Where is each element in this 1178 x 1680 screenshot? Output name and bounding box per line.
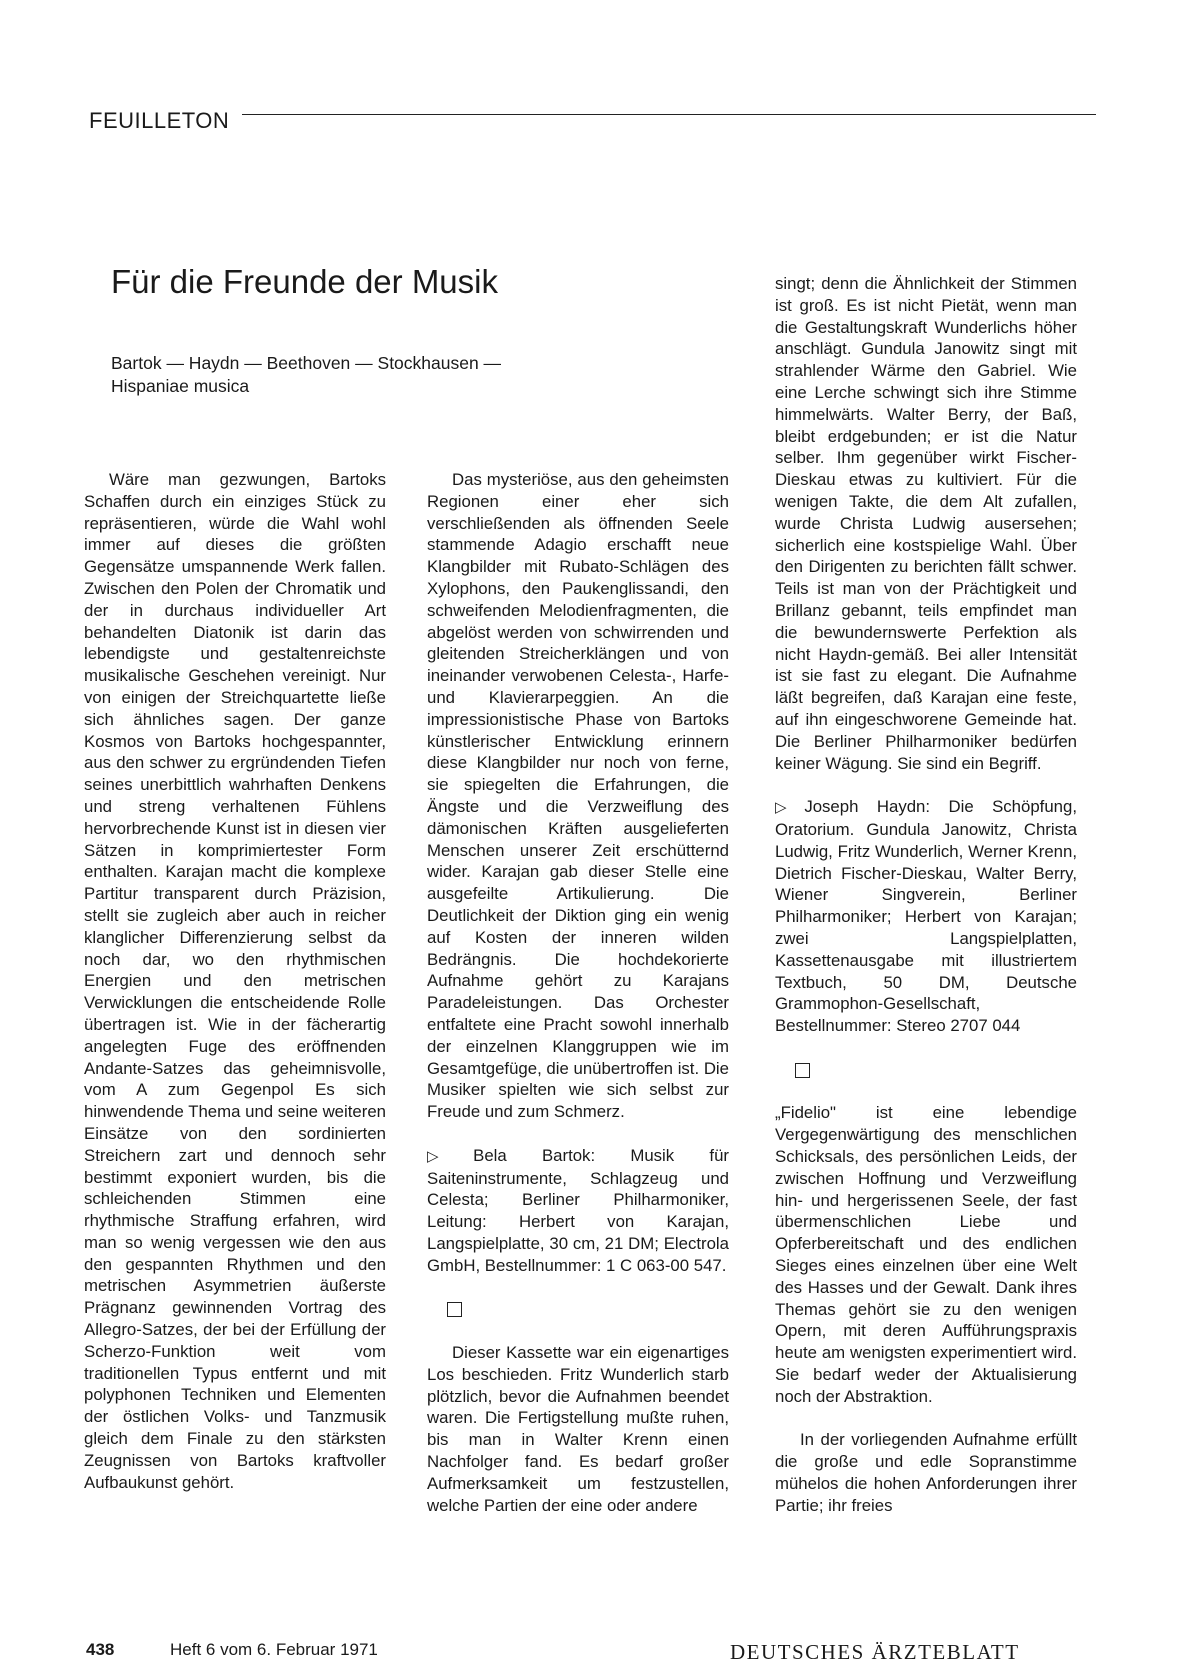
text-column-2 [427, 469, 729, 1516]
paragraph: singt; denn die Ähnlichkeit der Stimmen ist groß. Es ist nicht Pietät, wenn man die Gestaltungskraft Wunderlichs höher anschlägt. Gundula Janowitz singt mit strahlender Wärme den Gabriel. Wie eine Lerche schwingt sich ihre Stimme himmelwärts. Walter Berry, der Baß, bleibt erdgebunden; er ist die Natur selber. Ihm gegenüber wirkt Fischer-Dieskau etwas zu kultiviert. Für die wenigen Takte, die dem Alt zufallen, wurde Christa Ludwig ausersehen; sicherlich eine kostspielige Wahl. Über den Dirigenten zu berichten fällt schwer. Teils ist man von der Prächtigkeit und Brillanz gebannt, teils empfindet man die bewundernswerte Perfektion als nicht Haydn-gemäß. Bei aller Intensität ist sie fast zu elegant. Die Aufnahme läßt begreifen, daß Karajan eine feste, auf ihn eingeschworene Gemeinde hat. Die Berliner Philharmoniker bedürfen keiner Wägung. Sie sind ein Begriff. [775, 274, 1077, 773]
article-subtitle: Bartok — Haydn — Beethoven — Stockhausen — Hispaniae musica [111, 353, 502, 396]
record-reference [427, 1145, 729, 1277]
square-separator-icon [795, 1063, 810, 1078]
page-number: 438 [86, 1640, 115, 1659]
issue-info: Heft 6 vom 6. Februar 1971 [170, 1640, 378, 1659]
text-column-3 [775, 273, 1077, 1517]
section-separator [795, 1059, 1077, 1081]
article-title: Für die Freunde der Musik [111, 263, 498, 300]
record-reference [775, 796, 1077, 1037]
paragraph: Wäre man gezwungen, Bartoks Schaffen durch ein einziges Stück zu repräsentieren, würde die Wahl wohl immer auf dieses die größten Gegensätze umspannende Werk fallen. Zwischen den Polen der Chromatik und der in durchaus individueller Art behandelten Diatonik ist darin das lebendigste und gestaltenreichste musikalische Geschehen vereinigt. Nur von einigen der Streichquartette ließe sich ähnliches sagen. Der ganze Kosmos von Bartoks hochgespannter, aus den schwer zu ergründenden Tiefen seines unerbittlich wahrhaften Denkens und streng verhaltenen Fühlens hervorbrechende Kunst ist in diesen vier Sätzen in komprimiertester Form enthalten. Karajan macht die komplexe Partitur transparent durch Präzision, stellt sie zugleich aber auch in reicher klanglicher Differenzierung selbst da noch dar, wo den rhythmischen Energien und den metrischen Verwicklungen die entscheidende Rolle übertragen ist. Wie in der fächerartig angelegten Fuge des eröffnenden Andante-Satzes das geheimnisvolle, vom A zum Gegenpol Es sich hinwendende Thema und seine weiteren Einsätze von den sordinierten Streichern zart und dennoch sehr bestimmt exponiert wurden, bis die schleichenden Stimmen eine rhythmische Straffung erfahren, wird man so wenig vergessen wie den aus den gespannten Rhythmen und den metrischen Asymmetrien äußerste Prägnanz gewinnenden Vortrag des Allegro-Satzes, der bei der Erfüllung der Scherzo-Funktion weit vom traditionellen Typus entfernt und mit polyphonen Techniken und Elementen der östlichen Volks- und Tanzmusik gleich dem Finale zu den stärksten Zeugnissen von Bartoks kraftvoller Aufbaukunst gehört. [84, 470, 386, 1492]
text-column-1 [84, 469, 386, 1493]
paragraph: Dieser Kassette war ein eigenartiges Los beschieden. Fritz Wunderlich starb plötzlich, bevor die Aufnahmen beendet waren. Die Fertigstellung mußte ruhen, bis man in Walter Krenn einen Nachfolger fand. Es bedarf großer Aufmerksamkeit um festzustellen, welche Partien der eine oder andere [427, 1343, 729, 1515]
triangle-marker-icon: ▷ [427, 1147, 470, 1165]
section-divider [242, 114, 1096, 115]
section-label: FEUILLETON [89, 108, 230, 133]
publication-name: DEUTSCHES ÄRZTEBLATT [730, 1640, 1020, 1664]
paragraph: Das mysteriöse, aus den geheimsten Regionen einer eher sich verschließenden als öffnenden Seele stammende Adagio erschafft neue Klangbilder mit Rubato-Schlägen des Xylophons, den Paukenglissandi, den schweifenden Melodienfragmenten, die abgelöst werden von schwirrenden und gleitenden Streicherklängen und von ineinander verwobenen Celesta-, Harfe- und Klavierarpeggien. An die impressionistische Phase von Bartoks künstlerischer Entwicklung erinnern diese Klangbilder nur noch von ferne, sie spiegelten die Erfahrungen, die Ängste und die Verzweiflung des dämonischen Kräften ausgelieferten Menschen unserer Zeit erschütternd wider. Karajan gab dieser Stelle eine ausgefeilte Artikulierung. Die Deutlichkeit der Diktion ging ein wenig auf Kosten der inneren wilden Bedrängnis. Die hochdekorierte Aufnahme gehört zu Karajans Paradeleistungen. Das Orchester entfaltete eine Pracht sowohl innerhalb der einzelnen Klanggruppen wie im Gesamtgefüge, die unübertroffen ist. Die Musiker spielten wie sich selbst zur Freude und zum Schmerz. [427, 470, 729, 1122]
paragraph: In der vorliegenden Aufnahme erfüllt die große und edle Sopranstimme mühelos die hohen Anforderungen ihrer Partie; ihr freies [775, 1430, 1077, 1515]
section-separator [447, 1298, 729, 1320]
paragraph: „Fidelio" ist eine lebendige Vergegenwärtigung des menschlichen Schicksals, des persönlichen Leids, der zwischen Hoffnung und Verzweiflung hin- und hergerissenen Seele, der fast übermenschlichen Liebe und Opferbereitschaft und des endlichen Sieges eines einzelnen über eine Welt des Hasses und der Gewalt. Dank ihres Themas gehört sie zu den wenigen Opern, mit deren Aufführungspraxis heute am wenigsten experimentiert wird. Sie bedarf weder der Aktualisierung noch der Abstraktion. [775, 1103, 1077, 1406]
record-reference-text: Bela Bartok: Musik für Saiteninstrumente, Schlagzeug und Celesta; Berliner Philharmoniker, Leitung: Herbert von Karajan, Langspielplatte, 30 cm, 21 DM; Electrola GmbH, Bestellnummer: 1 C 063-00 547. [427, 1145, 729, 1275]
triangle-marker-icon: ▷ [775, 799, 801, 817]
square-separator-icon [447, 1302, 462, 1317]
record-reference-text: Joseph Haydn: Die Schöpfung, Oratorium. Gundula Janowitz, Christa Ludwig, Fritz Wunderlich, Werner Krenn, Dietrich Fischer-Dieskau, Walter Berry, Wiener Singverein, Berliner Philharmoniker; Herbert von Karajan; zwei Langspielplatten, Kassettenausgabe mit illustriertem Textbuch, 50 DM, Deutsche Grammophon-Gesellschaft, Bestellnummer: Stereo 2707 044 [775, 797, 1077, 1036]
